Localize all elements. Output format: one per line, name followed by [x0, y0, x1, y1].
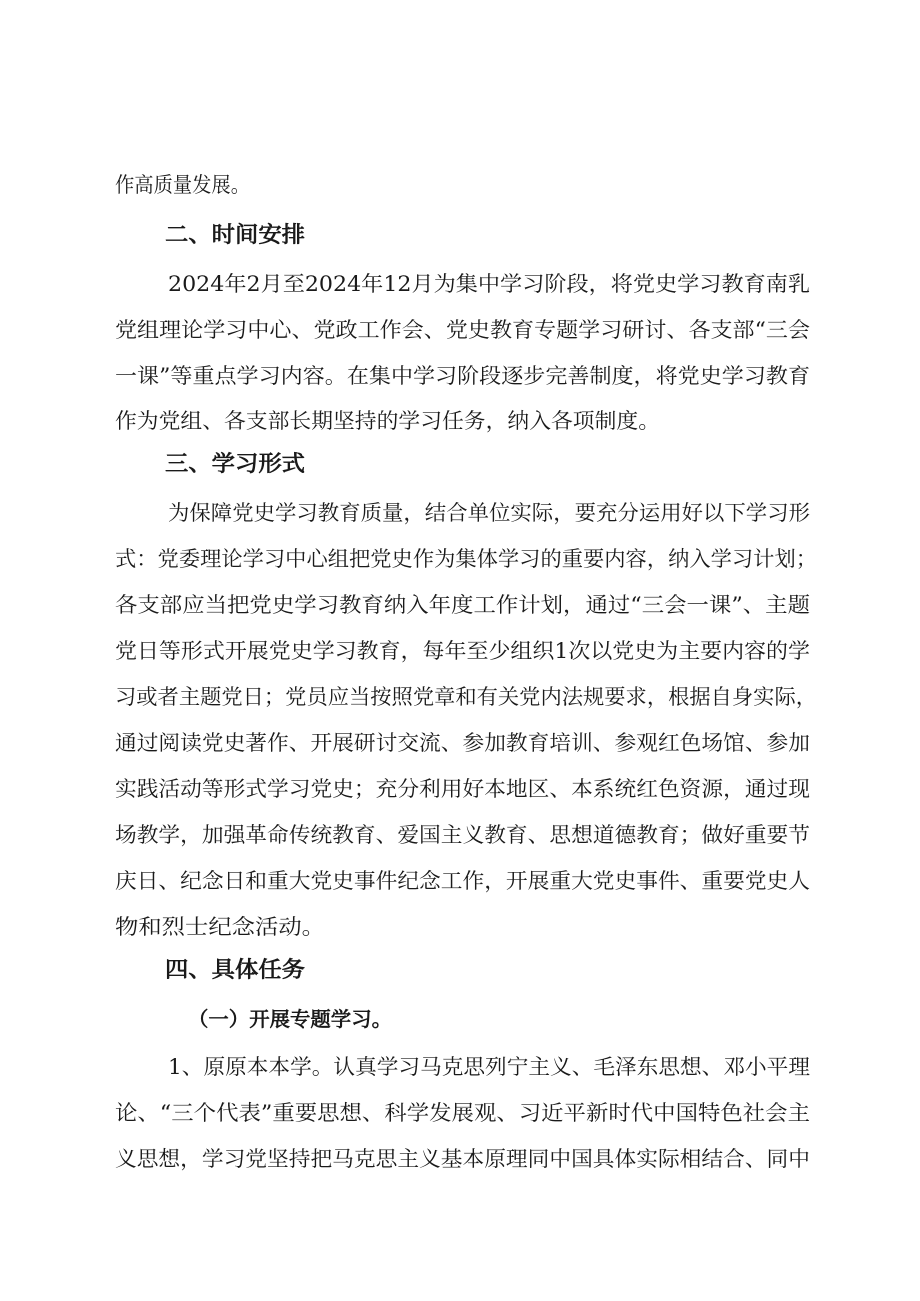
body-line	[0, 631, 920, 671]
line-text: 物和烈士纪念活动。	[115, 915, 325, 939]
body-line	[0, 1047, 920, 1087]
line-text: 党组理论学习中心、党政工作会、党史教育专题学习研讨、各支部“三会	[115, 318, 810, 342]
body-line	[0, 861, 920, 901]
body-line	[0, 356, 920, 396]
body-line	[0, 815, 920, 855]
line-text: 各支部应当把党史学习教育纳入年度工作计划，通过“三会一课”、主题	[115, 593, 811, 617]
heading-text: 二、时间安排	[165, 223, 305, 248]
line-text: 作高质量发展。	[115, 173, 250, 197]
line-text: 作为党组、各支部长期坚持的学习任务，纳入各项制度。	[115, 409, 660, 433]
section-heading-tasks	[0, 951, 920, 991]
heading-text: 四、具体任务	[165, 958, 305, 983]
body-line	[0, 401, 920, 441]
body-line	[0, 907, 920, 947]
body-line	[0, 310, 920, 350]
line-text: 为保障党史学习教育质量，结合单位实际，要充分运用好以下学习形	[168, 501, 810, 525]
line-text: 义思想，学习党坚持把马克思主义基本原理同中国具体实际相结合、同中	[115, 1147, 810, 1171]
body-line	[0, 1139, 920, 1179]
body-line	[0, 585, 920, 625]
line-text: 2024年2月至2024年12月为集中学习阶段，将党史学习教育南乳	[168, 272, 810, 296]
body-line	[0, 677, 920, 717]
line-text: 党日等形式开展党史学习教育，每年至少组织1次以党史为主要内容的学	[115, 639, 810, 663]
body-line	[0, 493, 920, 533]
section-heading-schedule	[0, 216, 920, 256]
line-text: 场教学，加强革命传统教育、爱国主义教育、思想道德教育；做好重要节	[115, 823, 810, 847]
line-text: 通过阅读党史著作、开展研讨交流、参加教育培训、参观红色场馆、参加	[115, 731, 810, 755]
line-text: 论、“三个代表”重要思想、科学发展观、习近平新时代中国特色社会主	[115, 1101, 811, 1125]
line-text: 实践活动等形式学习党史；充分利用好本地区、本系统红色资源，通过现	[115, 777, 810, 801]
subsection-heading	[0, 999, 920, 1039]
body-line	[0, 1093, 920, 1133]
line-text: 庆日、纪念日和重大党史事件纪念工作，开展重大党史事件、重要党史人	[115, 869, 810, 893]
body-line	[0, 264, 920, 304]
line-text: 式：党委理论学习中心组把党史作为集体学习的重要内容，纳入学习计划；	[115, 547, 817, 571]
body-line	[0, 165, 920, 205]
heading-text: 三、学习形式	[165, 452, 305, 477]
subheading-text: （一）开展专题学习。	[188, 1007, 392, 1031]
line-text: 1、原原本本学。认真学习马克思列宁主义、毛泽东思想、邓小平理	[168, 1055, 810, 1079]
body-line	[0, 539, 920, 579]
body-line	[0, 723, 920, 763]
body-line	[0, 769, 920, 809]
line-text: 习或者主题党日；党员应当按照党章和有关党内法规要求，根据自身实际，	[115, 685, 817, 709]
section-heading-format	[0, 445, 920, 485]
line-text: 一课”等重点学习内容。在集中学习阶段逐步完善制度，将党史学习教育	[115, 364, 810, 388]
